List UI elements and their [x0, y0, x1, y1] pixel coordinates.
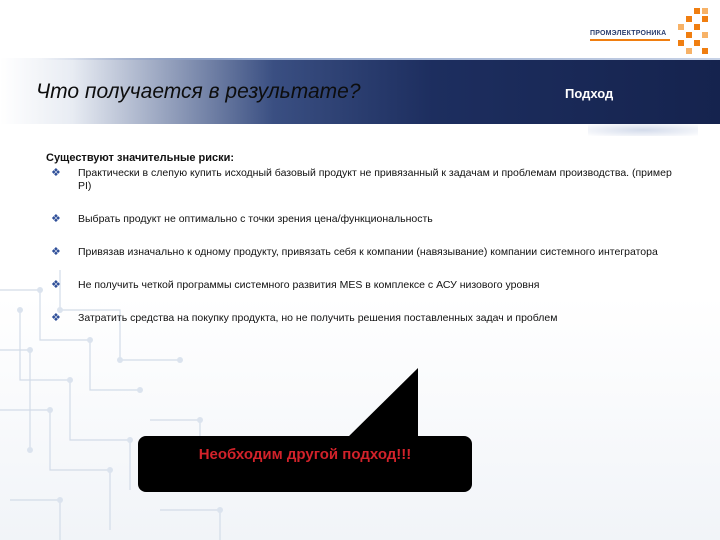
list-item — [46, 246, 686, 259]
list-item — [46, 213, 686, 226]
band-glow — [588, 124, 698, 136]
section-label: Подход — [565, 86, 614, 101]
risks-content — [46, 152, 686, 325]
list-item-text: Не получить четкой программы системного развития MES в комплексе с АСУ низового уровня — [78, 279, 540, 291]
diamond-bullet-icon: ❖ — [51, 213, 61, 225]
callout-box — [138, 436, 472, 492]
list-item — [46, 312, 686, 325]
company-logo — [590, 6, 715, 58]
list-item-text: Затратить средства на покупку продукта, но не получить решения поставленных задач и проблем — [78, 312, 558, 324]
logo-text: ПРОМЭЛЕКТРОНИКА — [590, 30, 667, 37]
list-item-text: Привязав изначально к одному продукту, привязать себя к компании (навязывание) компании системного интегратора — [78, 246, 658, 258]
logo-mark-icon — [670, 6, 715, 58]
list-item-text: Выбрать продукт не оптимально с точки зрения цена/функциональность — [78, 213, 433, 225]
diamond-bullet-icon: ❖ — [51, 246, 61, 258]
diamond-bullet-icon: ❖ — [51, 167, 61, 179]
list-item — [46, 167, 686, 193]
slide-title: Что получается в результате? — [36, 80, 361, 103]
risks-heading: Существуют значительные риски: — [46, 152, 235, 164]
diamond-bullet-icon: ❖ — [51, 279, 61, 291]
risks-list — [46, 167, 686, 325]
list-item-text: Практически в слепую купить исходный базовый продукт не привязанный к задачам и проблемам производства. (пример PI) — [78, 167, 672, 192]
band-top-line — [40, 58, 720, 60]
logo-underline — [590, 39, 670, 41]
diamond-bullet-icon: ❖ — [51, 312, 61, 324]
callout-text: Необходим другой подход!!! — [198, 446, 412, 463]
list-item — [46, 279, 686, 292]
